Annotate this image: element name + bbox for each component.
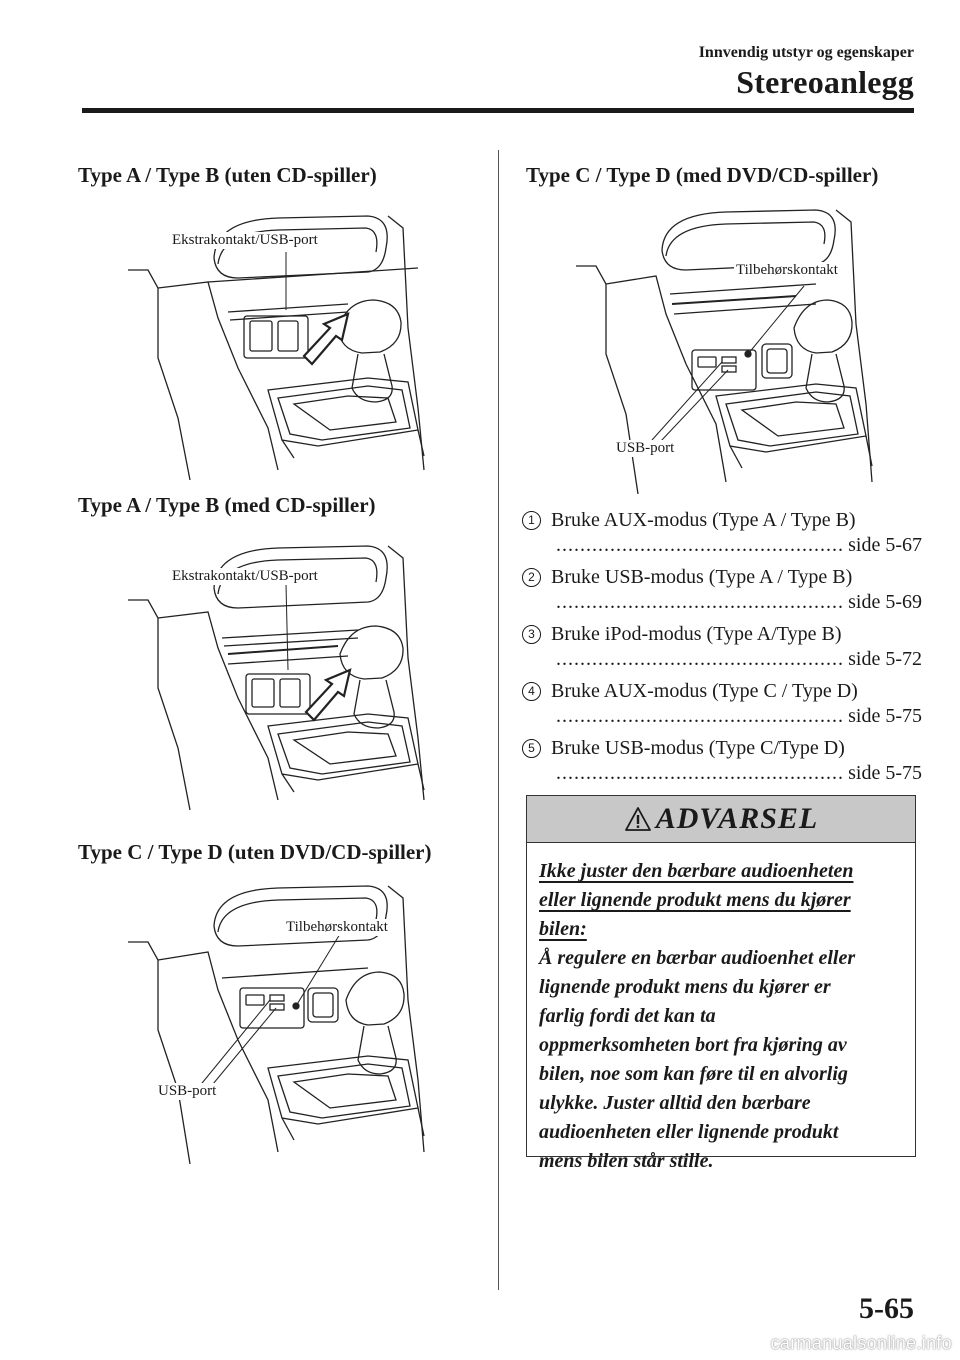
- page-title: Stereoanlegg: [736, 64, 914, 100]
- warning-text-line: oppmerksomheten bort fra kjøring av: [539, 1034, 847, 1056]
- callout-aux-usb-port: Ekstrakontakt/USB-port: [172, 568, 318, 584]
- number-badge: 4: [522, 682, 541, 701]
- reference-item: [522, 563, 922, 618]
- warning-lead-line: bilen:: [539, 918, 587, 940]
- warning-text-line: audioenheten eller lignende produkt: [539, 1121, 839, 1143]
- header-divider: [82, 108, 914, 113]
- figure-4-console-illustration: [566, 204, 888, 494]
- warning-header: [527, 796, 915, 843]
- column-divider: [498, 150, 499, 1290]
- watermark: carmanualsonline.info: [770, 1333, 952, 1353]
- warning-text-line: ulykke. Juster alltid den bærbare: [539, 1092, 811, 1114]
- number-badge: 3: [522, 625, 541, 644]
- warning-box: [526, 795, 916, 1172]
- page-reference: side 5-75: [848, 705, 922, 727]
- callout-accessory-socket: Tilbehørskontakt: [286, 919, 388, 935]
- reference-title: Bruke USB-modus (Type C/Type D): [551, 736, 845, 759]
- dot-leader: [556, 648, 844, 675]
- number-badge: 5: [522, 739, 541, 758]
- reference-item: [522, 677, 922, 732]
- page-reference: side 5-67: [848, 534, 922, 556]
- warning-body: [527, 843, 915, 1176]
- figure-2-console-illustration: [118, 538, 440, 810]
- number-badge: 1: [522, 511, 541, 530]
- callout-usb-port: USB-port: [158, 1083, 217, 1099]
- reference-title: Bruke iPod-modus (Type A/Type B): [551, 622, 842, 645]
- dot-leader: [556, 591, 844, 618]
- reference-item: [522, 620, 922, 675]
- figure-3-heading: Type C / Type D (uten DVD/CD-spiller): [78, 840, 432, 864]
- callout-usb-port: USB-port: [616, 440, 675, 456]
- page-reference: side 5-72: [848, 648, 922, 670]
- number-badge: 2: [522, 568, 541, 587]
- warning-text-line: farlig fordi det kan ta: [539, 1005, 716, 1027]
- figure-1-heading: Type A / Type B (uten CD-spiller): [78, 163, 377, 187]
- page-reference: side 5-69: [848, 591, 922, 613]
- warning-title: ADVARSEL: [655, 802, 819, 835]
- dot-leader: [556, 705, 844, 732]
- reference-list: [522, 506, 922, 791]
- warning-text-line: bilen, noe som kan føre til en alvorlig: [539, 1063, 848, 1085]
- warning-lead-line: Ikke juster den bærbare audioenheten: [539, 860, 854, 882]
- callout-accessory-socket: Tilbehørskontakt: [736, 262, 838, 278]
- warning-triangle-icon: [624, 806, 652, 832]
- dot-leader: [556, 762, 844, 789]
- reference-item: [522, 734, 922, 789]
- reference-title: Bruke AUX-modus (Type C / Type D): [551, 679, 858, 702]
- figure-1-console-illustration: [118, 208, 440, 480]
- figure-3-console-illustration: [118, 880, 440, 1164]
- figure-4-heading: Type C / Type D (med DVD/CD-spiller): [526, 163, 879, 187]
- warning-text-line: mens bilen står stille.: [539, 1150, 714, 1172]
- reference-title: Bruke USB-modus (Type A / Type B): [551, 565, 853, 588]
- section-subtitle: Innvendig utstyr og egenskaper: [698, 44, 914, 61]
- dot-leader: [556, 534, 844, 561]
- callout-aux-usb-port: Ekstrakontakt/USB-port: [172, 232, 318, 248]
- reference-title: Bruke AUX-modus (Type A / Type B): [551, 508, 856, 531]
- warning-lead-line: eller lignende produkt mens du kjører: [539, 889, 851, 911]
- warning-text-line: lignende produkt mens du kjører er: [539, 976, 831, 998]
- page-reference: side 5-75: [848, 762, 922, 784]
- reference-item: [522, 506, 922, 561]
- warning-text-line: Å regulere en bærbar audioenhet eller: [539, 947, 856, 969]
- page-number: 5-65: [859, 1292, 914, 1325]
- figure-2-heading: Type A / Type B (med CD-spiller): [78, 493, 376, 517]
